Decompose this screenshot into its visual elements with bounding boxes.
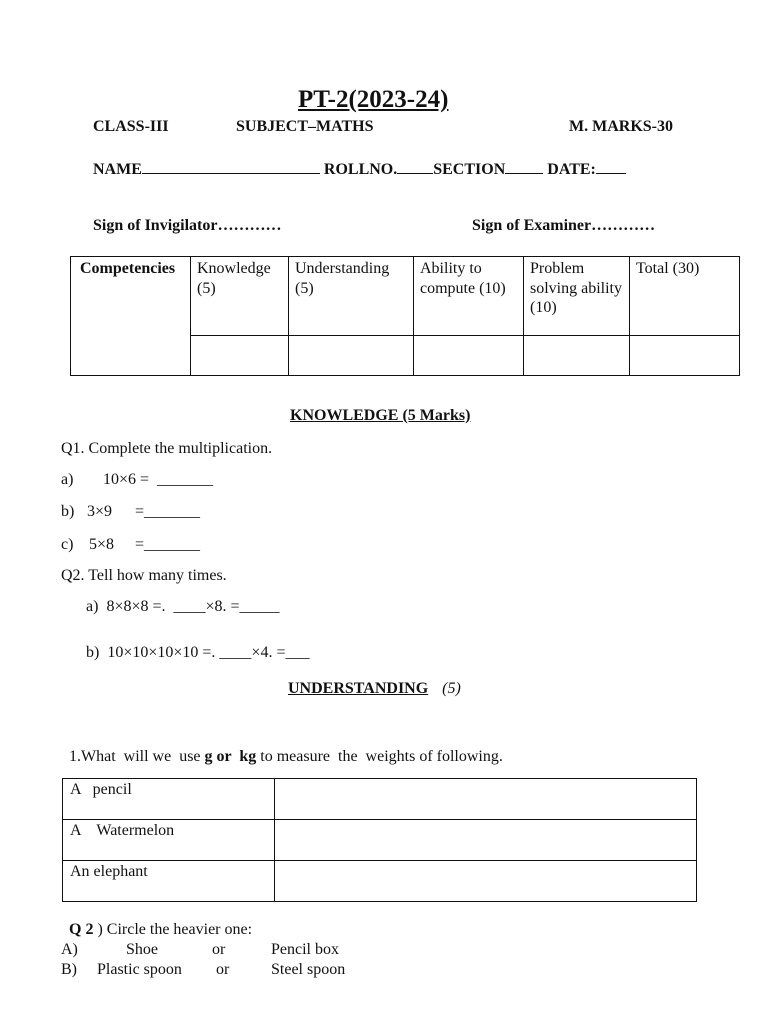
option-right[interactable]: Steel spoon — [271, 961, 346, 978]
item-expr[interactable]: 10×10×10×10 =. ____×4. =___ — [107, 644, 310, 661]
q2-item-a — [86, 598, 280, 616]
option-row-a — [61, 941, 381, 961]
q1-suffix: to measure the weights of following. — [256, 748, 503, 765]
section-field[interactable] — [505, 159, 543, 174]
option-or: or — [216, 961, 230, 978]
score-cell-problem-solving[interactable] — [524, 336, 630, 376]
q1-item-b — [61, 503, 200, 521]
col-problem-solving: Problem solving ability (10) — [524, 257, 630, 336]
subject-label: SUBJECT–MATHS — [236, 118, 374, 135]
option-left[interactable]: Shoe — [126, 941, 158, 958]
option-label: B) — [61, 961, 77, 978]
examiner-sign: Sign of Examiner………… — [472, 217, 656, 234]
page-title: PT-2(2023-24) — [298, 86, 449, 113]
weight-answer-cell[interactable] — [275, 779, 697, 820]
option-row-b — [61, 961, 381, 981]
score-cell-knowledge[interactable] — [191, 336, 289, 376]
item-label: a) — [86, 598, 99, 615]
class-label: CLASS-III — [93, 118, 169, 135]
understanding-q1-text — [61, 730, 503, 766]
rollno-label: ROLLNO. — [323, 161, 398, 178]
understanding-heading: UNDERSTANDING — [288, 680, 429, 697]
item-label: a) — [61, 471, 74, 488]
knowledge-heading: KNOWLEDGE (5 Marks) — [290, 407, 471, 424]
q2-item-b — [86, 644, 309, 662]
item-label: c) — [61, 536, 74, 553]
date-field[interactable] — [596, 159, 626, 174]
q1-units: g or kg — [204, 748, 257, 765]
name-label: NAME — [93, 161, 142, 178]
q2-number: Q 2 — [69, 921, 94, 938]
option-or: or — [212, 941, 226, 958]
col-ability-compute: Ability to compute (10) — [414, 257, 524, 336]
q1-item-a — [61, 471, 213, 489]
weight-answer-cell[interactable] — [275, 820, 697, 861]
item-expr: 3×9 — [87, 503, 113, 520]
table-row — [71, 257, 740, 336]
col-understanding: Understanding (5) — [289, 257, 414, 336]
col-total: Total (30) — [630, 257, 740, 336]
understanding-marks: (5) — [442, 680, 461, 697]
score-cell-ability-compute[interactable] — [414, 336, 524, 376]
weight-item: A pencil — [63, 779, 275, 820]
understanding-q2-text — [61, 903, 252, 939]
option-right[interactable]: Pencil box — [271, 941, 339, 958]
table-row — [63, 820, 697, 861]
name-field[interactable] — [142, 159, 320, 174]
item-expr[interactable]: 8×8×8 =. ____×8. =_____ — [106, 598, 280, 615]
item-label: b) — [61, 503, 75, 520]
q1-item-c — [61, 536, 200, 554]
competencies-table — [70, 256, 740, 376]
weight-item: An elephant — [63, 861, 275, 902]
table-row — [63, 779, 697, 820]
rollno-field[interactable] — [397, 159, 433, 174]
q2-instruction: ) Circle the heavier one: — [93, 921, 253, 938]
weight-item: A Watermelon — [63, 820, 275, 861]
option-left[interactable]: Plastic spoon — [97, 961, 182, 978]
col-knowledge: Knowledge (5) — [191, 257, 289, 336]
option-label: A) — [61, 941, 78, 958]
understanding-heading-line — [288, 680, 461, 698]
date-label: DATE: — [547, 161, 596, 178]
answer-blank[interactable]: =_______ — [135, 503, 201, 520]
table-row — [63, 861, 697, 902]
student-info-line — [93, 159, 626, 179]
invigilator-sign: Sign of Invigilator………… — [93, 217, 282, 234]
weights-table — [62, 778, 697, 902]
score-cell-total[interactable] — [630, 336, 740, 376]
item-expr: 5×8 — [89, 536, 115, 553]
weight-answer-cell[interactable] — [275, 861, 697, 902]
max-marks-label: M. MARKS-30 — [569, 118, 673, 135]
section-label: SECTION — [433, 161, 506, 178]
answer-blank[interactable]: =_______ — [135, 536, 201, 553]
competencies-label: Competencies — [71, 257, 191, 376]
q1-prefix: 1.What will we use — [69, 748, 205, 765]
q2-text: Q2. Tell how many times. — [61, 567, 227, 584]
item-label: b) — [86, 644, 100, 661]
answer-blank[interactable]: _______ — [157, 471, 214, 488]
score-cell-understanding[interactable] — [289, 336, 414, 376]
item-expr: 10×6 = — [103, 471, 150, 488]
q1-text: Q1. Complete the multiplication. — [61, 440, 273, 457]
